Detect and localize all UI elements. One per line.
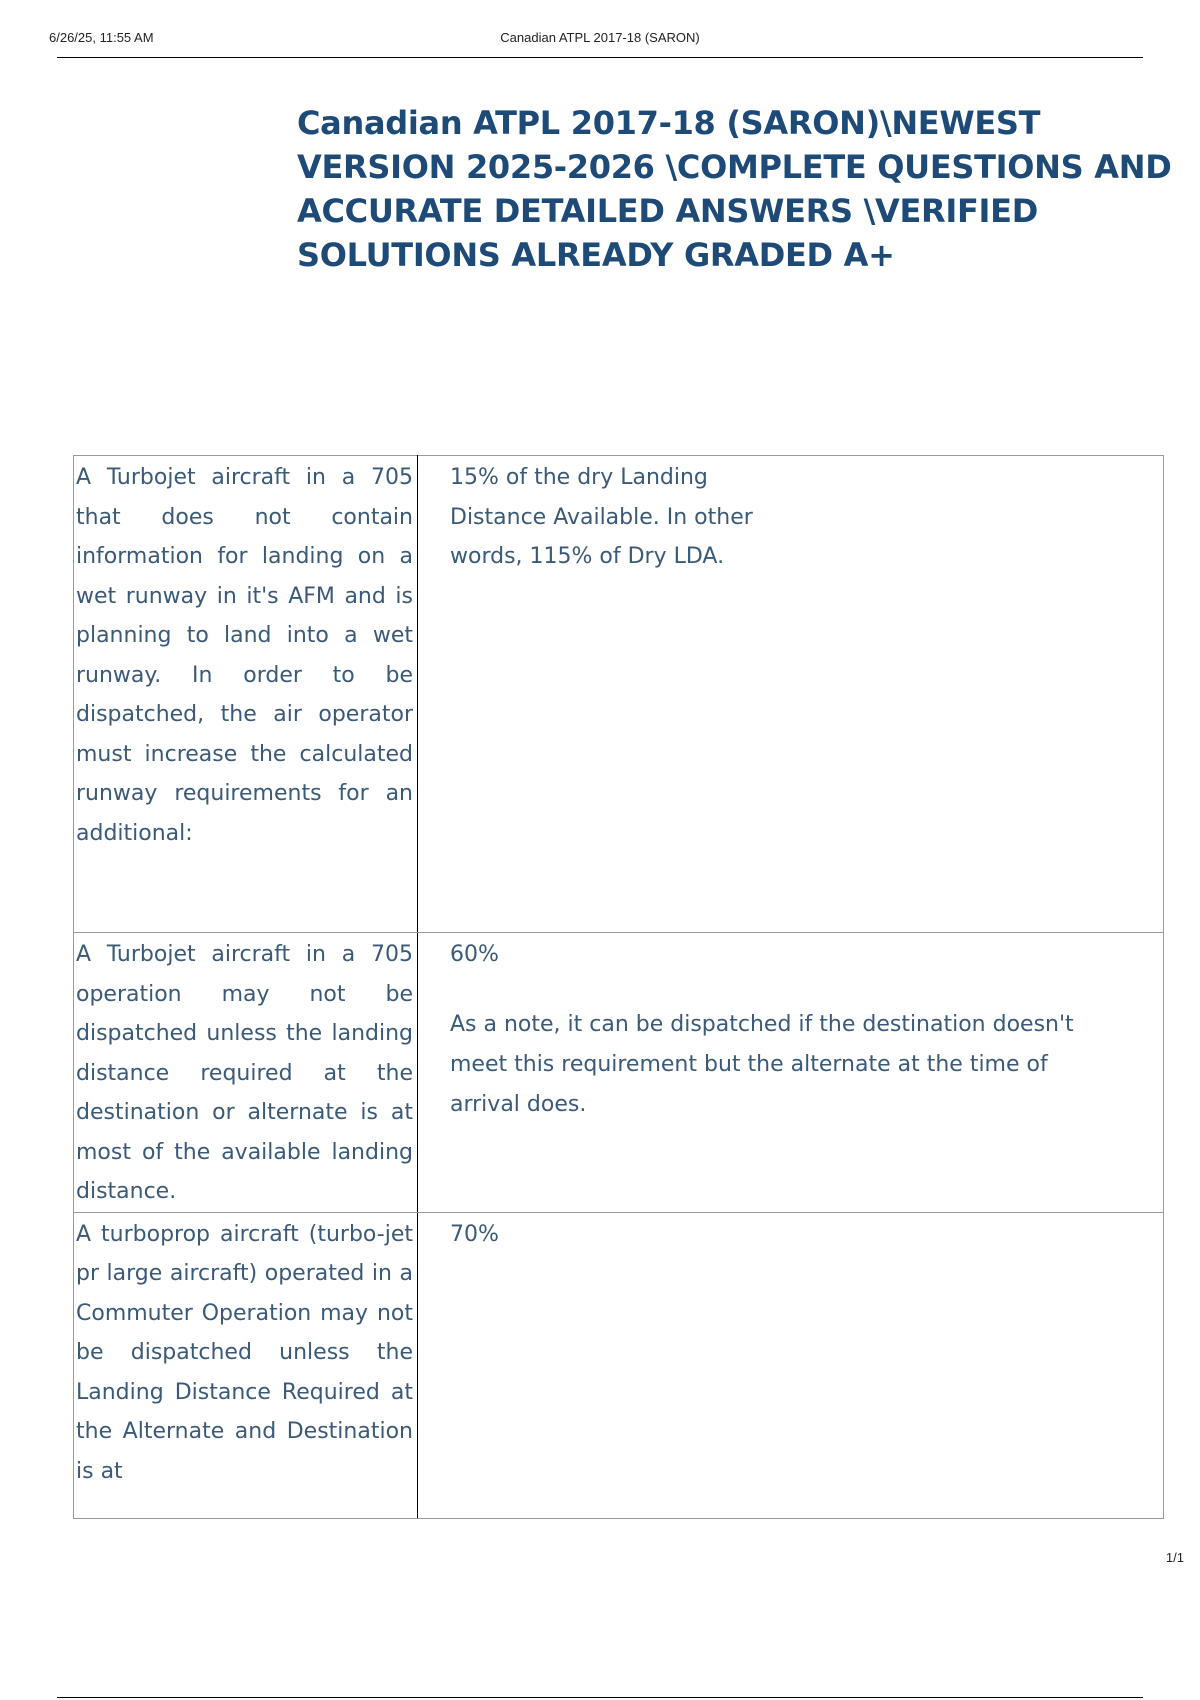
answer-text: 70% xyxy=(450,1221,499,1247)
qa-table xyxy=(73,455,1164,1519)
question-cell xyxy=(74,1212,418,1518)
answer-cell xyxy=(418,1212,1164,1518)
question-text: A turboprop aircraft (turbo-jet pr large aircraft) operated in a Commuter Operation may not be dispatched unless the Landing Distance Required at the Alternate and Destination is at xyxy=(76,1221,413,1484)
question-cell xyxy=(74,933,418,1213)
print-date: 6/26/25, 11:55 AM xyxy=(49,30,154,45)
table-row xyxy=(74,1212,1164,1518)
page-number: 1/1 xyxy=(1165,1550,1184,1565)
header-divider xyxy=(57,57,1143,58)
answer-note: As a note, it can be dispatched if the destination doesn't meet this requirement but the alternate at the time of arrival does. xyxy=(450,1011,1074,1117)
table-row xyxy=(74,933,1164,1213)
print-header xyxy=(0,0,1200,60)
print-page-title: Canadian ATPL 2017-18 (SARON) xyxy=(500,30,700,45)
answer-cell xyxy=(418,933,1164,1213)
question-cell xyxy=(74,456,418,933)
footer-divider xyxy=(57,1697,1143,1698)
answer-text: 15% of the dry Landing Distance Available. In other words, 115% of Dry LDA. xyxy=(450,465,753,569)
answer-cell xyxy=(418,456,1164,933)
document-title: Canadian ATPL 2017-18 (SARON)\NEWEST VERSION 2025-2026 \COMPLETE QUESTIONS AND ACCURATE DETAILED ANSWERS \VERIFIED SOLUTIONS ALREADY GRADED A+ xyxy=(297,104,1172,274)
question-text: A Turbojet aircraft in a 705 operation may not be dispatched unless the landing distance required at the destination or alternate is at most of the available landing distance. xyxy=(76,942,413,1204)
table-row xyxy=(74,456,1164,933)
question-text: A Turbojet aircraft in a 705 that does not contain information for landing on a wet runway in it's AFM and is planning to land into a wet runway. In order to be dispatched, the air operator must increase the calculated runway requirements for an additional: xyxy=(76,465,413,846)
answer-text: 60% xyxy=(450,942,499,967)
